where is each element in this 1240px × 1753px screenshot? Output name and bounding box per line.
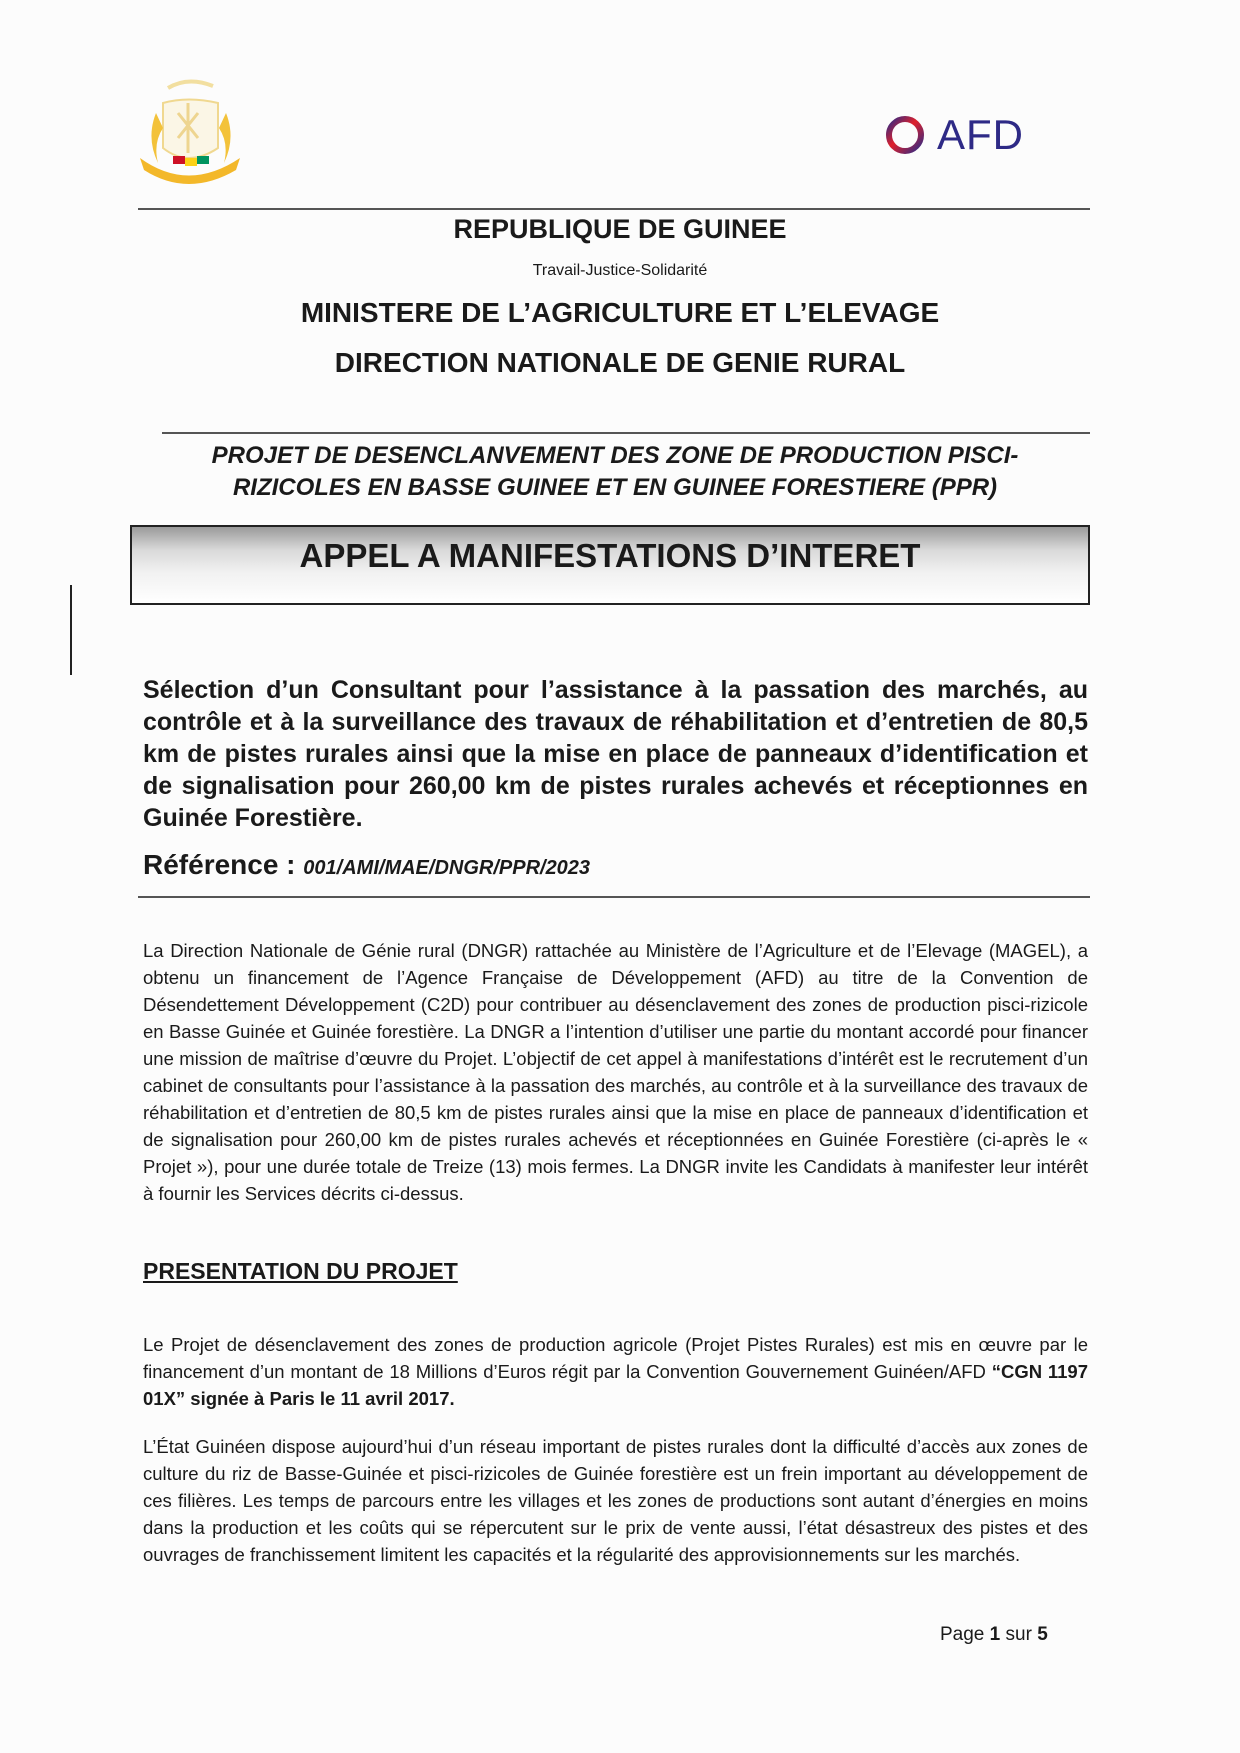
presentation-paragraph — [143, 1331, 1088, 1412]
notice-title: APPEL A MANIFESTATIONS D’INTERET — [299, 537, 921, 574]
header-divider — [138, 208, 1090, 210]
project-divider — [162, 432, 1090, 434]
page-number — [940, 1624, 1048, 1646]
selection-heading: Sélection d’un Consultant pour l’assistance à la passation des marchés, au contrôle et à la surveillance des travaux de réhabilitation et d’entretien de 80,5 km de pistes rurales ainsi que la mise en place de panneaux d’identification et de signalisation pour 260,00 km de pistes rurales achevés et réceptionnes en Guinée Forestière. — [143, 676, 1088, 832]
reference-code: 001/AMI/MAE/DNGR/PPR/2023 — [303, 857, 591, 879]
project-title-line2: RIZICOLES EN BASSE GUINEE ET EN GUINEE FORESTIERE (PPR) — [232, 474, 998, 501]
reference-divider — [138, 896, 1090, 898]
direction-name: DIRECTION NATIONALE DE GENIE RURAL — [334, 347, 906, 378]
intro-paragraph: La Direction Nationale de Génie rural (DNGR) rattachée au Ministère de l’Agriculture et de l’Elevage (MAGEL), a obtenu un financement de l’Agence Française de Développement (AFD) au titre de la Convention de Désendettement Développement (C2D) pour contribuer au désenclavement des zones de production pisci-rizicole en Basse Guinée et Guinée forestière. La DNGR a l’intention d’utiliser une partie du montant accordé pour financer une mission de maîtrise d’œuvre du Projet. L’objectif de cet appel à manifestations d’intérêt est le recrutement d’un cabinet de consultants pour l’assistance à la passation des marchés, au contrôle et à la surveillance des travaux de réhabilitation et d’entretien de 80,5 km de pistes rurales ainsi que la mise en place de panneaux d’identification et de signalisation pour 260,00 km de pistes rurales achevés et réceptionnées en Guinée Forestière (ci-après le « Projet »), pour une durée totale de Treize (13) mois fermes. La DNGR invite les Candidats à manifester leur intérêt à fournir les Services décrits ci-dessus. — [143, 940, 1088, 1204]
guinea-coat-of-arms-icon — [118, 68, 258, 193]
project-title-line1: PROJET DE DESENCLANVEMENT DES ZONE DE PRODUCTION PISCI- — [211, 442, 1019, 469]
notice-title-box — [130, 525, 1090, 605]
context-paragraph: L’État Guinéen dispose aujourd’hui d’un réseau important de pistes rurales dont la difficulté d’accès aux zones de culture du riz de Basse-Guinée et pisci-rizicoles de Guinée forestière est un frein important au développement de ces filières. Les temps de parcours entre les villages et les zones de productions sont autant d’énergies en moins dans la production et les coûts qui se répercutent sur le prix de vente aussi, l’état désastreux des pistes et des ouvrages de franchissement limitent les capacités et la régularité des approvisionnements sur les marchés. — [143, 1436, 1088, 1565]
margin-mark — [70, 585, 72, 675]
country-name: REPUBLIQUE DE GUINEE — [453, 214, 787, 244]
afd-ring-icon — [885, 115, 925, 155]
ministry-name: MINISTERE DE L’AGRICULTURE ET L’ELEVAGE — [300, 297, 940, 328]
convention-reference: “CGN 1197 01X” signée à Paris le 11 avril 2017. — [143, 1361, 1088, 1409]
page-label: Page — [940, 1624, 985, 1645]
current-page: 1 — [989, 1624, 1001, 1645]
section-title-presentation: PRESENTATION DU PROJET — [143, 1258, 458, 1284]
reference — [143, 849, 590, 881]
reference-label: Référence : — [143, 849, 296, 880]
project-title — [150, 440, 1080, 504]
presentation-text: Le Projet de désenclavement des zones de production agricole (Projet Pistes Rurales) est mis en œuvre par le financement d’un montant de 18 Millions d’Euros régit par la Convention Gouvernement Guinéen/AFD — [143, 1334, 1088, 1382]
afd-logo-text: AFD — [937, 111, 1024, 158]
total-pages: 5 — [1037, 1624, 1048, 1645]
of-label: sur — [1005, 1624, 1032, 1645]
afd-logo — [885, 110, 1075, 160]
national-motto: Travail-Justice-Solidarité — [532, 262, 708, 279]
